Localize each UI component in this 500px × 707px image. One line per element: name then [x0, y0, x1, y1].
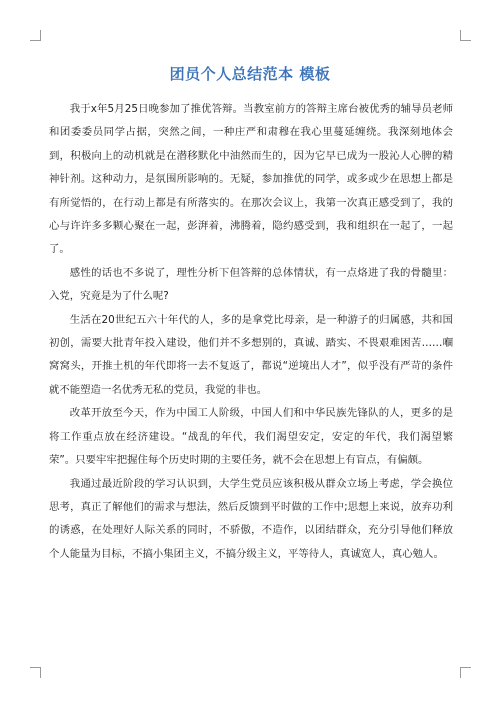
document-title: 团员个人总结范本 模板 — [169, 65, 331, 83]
paragraph-4: 改革开放至今天，作为中国工人阶级，中国人们和中华民族先锋队的人，更多的是将工作重点放在经济建设。“战乱的年代，我们渴望安定，安定的年代，我们渴望繁荣”。只要牢牢把握住每个历史时期的主要任务，就不会在思想上有盲点，有偏颇。 — [49, 407, 453, 467]
paragraph-2: 感性的话也不多说了，理性分析下但答辩的总体情状，有一点烙进了我的骨髓里：入党，究竟是为了什么呢? — [49, 266, 453, 303]
page-corner-mark-top-right — [460, 30, 471, 41]
paragraph-3: 生活在20世纪五六十年代的人，多的是拿党比母亲，是一种游子的归属感，共和国初创，需要大批青年投入建设，他们并不多想别的，真诚、踏实、不畏艰难困苦……嗰窝窝头，开推土机的年代即将一去不复返了，都说“逆境出人才”，似乎没有严苛的条件就不能塑造一名优秀无私的党员，我觉的非也。 — [49, 313, 453, 396]
page-corner-mark-bottom-left — [30, 667, 41, 678]
page-corner-mark-bottom-right — [460, 667, 471, 678]
paragraph-1: 我于x年5月25日晚参加了推优答辩。当教室前方的答辩主席台被优秀的辅导员老师和团委委员同学占据，突然之间，一种庄严和肃穆在我心里蔓延缠绕。我深刻地体会到，积极向上的动机就是在潜移默化中油然而生的，因为它早已成为一股沁人心脾的精神针剂。这种动力，是氛围所影响的。无疑，参加推优的同学，或多或少在思想上都是有所觉悟的，在行动上都是有所落实的。在那次会议上，我第一次真正感受到了，我的心与许许多多颗心聚在一起，彭湃着，沸腾着，隐约感受到，我和组织在一起了，一起了。 — [49, 103, 453, 256]
document-body — [49, 98, 453, 566]
page-corner-mark-top-left — [30, 30, 41, 41]
paragraph-5: 我通过最近阶段的学习认识到，大学生党员应该积极从群众立场上考虑，学会换位思考，真正了解他们的需求与想法，然后反馈到平时做的工作中;思想上来说，放弃功利的诱惑，在处理好人际关系的同时，不骄傲，不造作，以团结群众，充分引导他们释放个人能量为目标，不搞小集团主义，不搞分级主义，平等待人，真诚宽人，真心勉人。 — [49, 477, 453, 560]
